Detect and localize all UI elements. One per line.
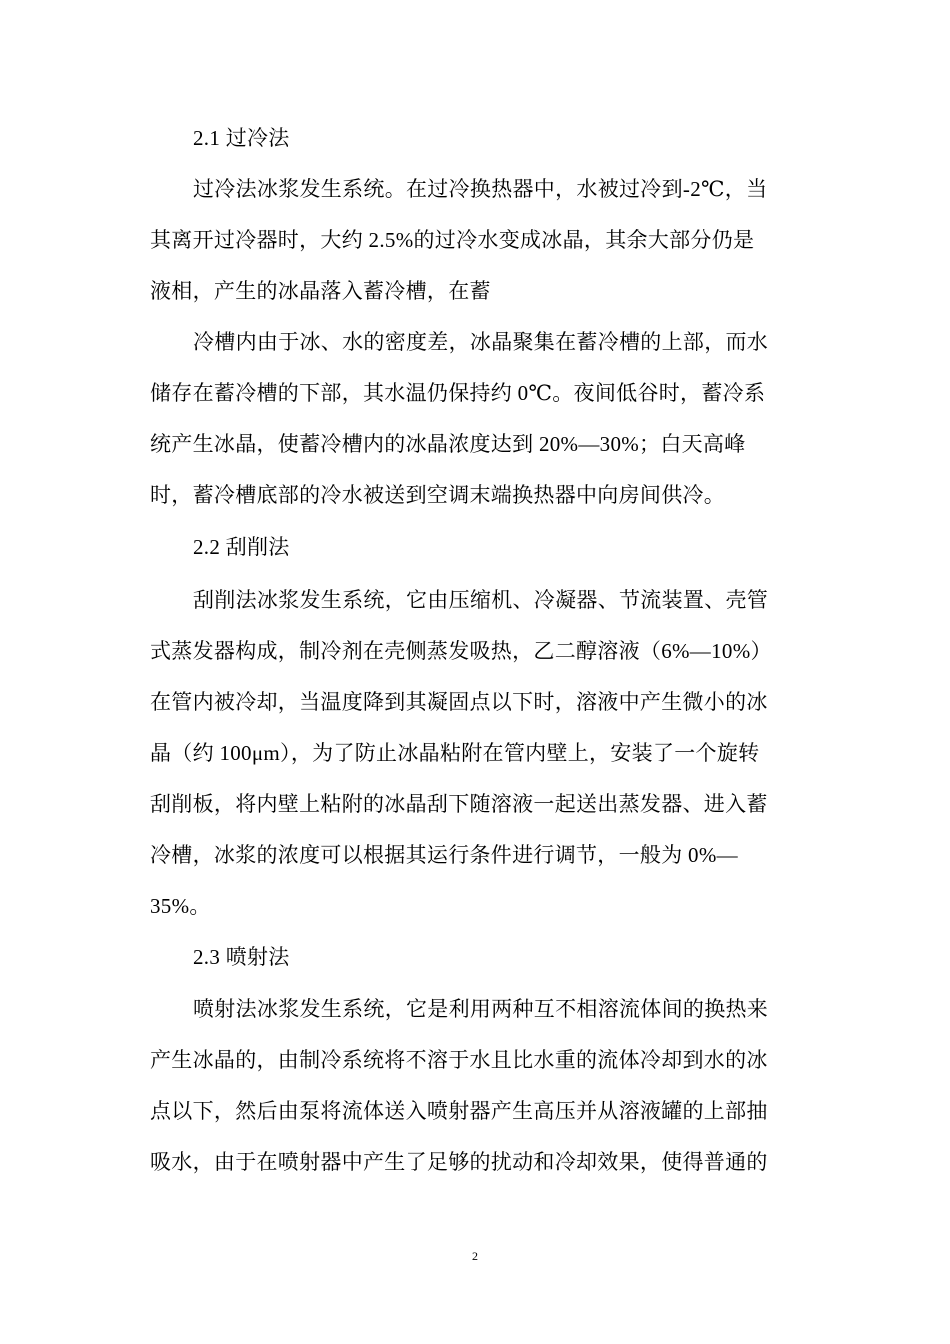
section-heading-2-3: 2.3 喷射法 xyxy=(193,945,290,969)
section-heading-2-1: 2.1 过冷法 xyxy=(193,126,290,150)
paragraph-line: 储存在蓄冷槽的下部，其水温仍保持约 0℃。夜间低谷时，蓄冷系 xyxy=(150,381,766,405)
paragraph-line: 吸水，由于在喷射器中产生了足够的扰动和冷却效果，使得普通的 xyxy=(150,1150,768,1174)
paragraph-line: 冷槽，冰浆的浓度可以根据其运行条件进行调节，一般为 0%— xyxy=(150,843,738,867)
paragraph-line: 喷射法冰浆发生系统，它是利用两种互不相溶流体间的换热来 xyxy=(193,997,769,1021)
paragraph-line: 其离开过冷器时，大约 2.5%的过冷水变成冰晶，其余大部分仍是 xyxy=(150,228,755,252)
paragraph-line: 式蒸发器构成，制冷剂在壳侧蒸发吸热，乙二醇溶液（6%—10%） xyxy=(150,639,772,663)
paragraph-line: 晶（约 100μm），为了防止冰晶粘附在管内壁上，安装了一个旋转 xyxy=(150,741,760,765)
page-number: 2 xyxy=(472,1249,478,1263)
paragraph-line: 过冷法冰浆发生系统。在过冷换热器中，水被过冷到-2℃，当 xyxy=(193,177,768,201)
paragraph-line: 产生冰晶的，由制冷系统将不溶于水且比水重的流体冷却到水的冰 xyxy=(150,1048,768,1072)
paragraph-line: 在管内被冷却，当温度降到其凝固点以下时，溶液中产生微小的冰 xyxy=(150,690,768,714)
section-heading-2-2: 2.2 刮削法 xyxy=(193,535,290,559)
paragraph-line: 液相，产生的冰晶落入蓄冷槽，在蓄 xyxy=(150,279,491,303)
paragraph-line: 统产生冰晶，使蓄冷槽内的冰晶浓度达到 20%—30%；白天高峰 xyxy=(150,432,746,456)
paragraph-line: 刮削法冰浆发生系统，它由压缩机、冷凝器、节流装置、壳管 xyxy=(193,588,769,612)
paragraph-line: 刮削板，将内壁上粘附的冰晶刮下随溶液一起送出蒸发器、进入蓄 xyxy=(150,792,768,816)
paragraph-line: 时，蓄冷槽底部的冷水被送到空调末端换热器中向房间供冷。 xyxy=(150,483,726,507)
paragraph-line: 冷槽内由于冰、水的密度差，冰晶聚集在蓄冷槽的上部，而水 xyxy=(193,330,769,354)
paragraph-line: 35%。 xyxy=(150,894,211,918)
paragraph-line: 点以下，然后由泵将流体送入喷射器产生高压并从溶液罐的上部抽 xyxy=(150,1099,768,1123)
